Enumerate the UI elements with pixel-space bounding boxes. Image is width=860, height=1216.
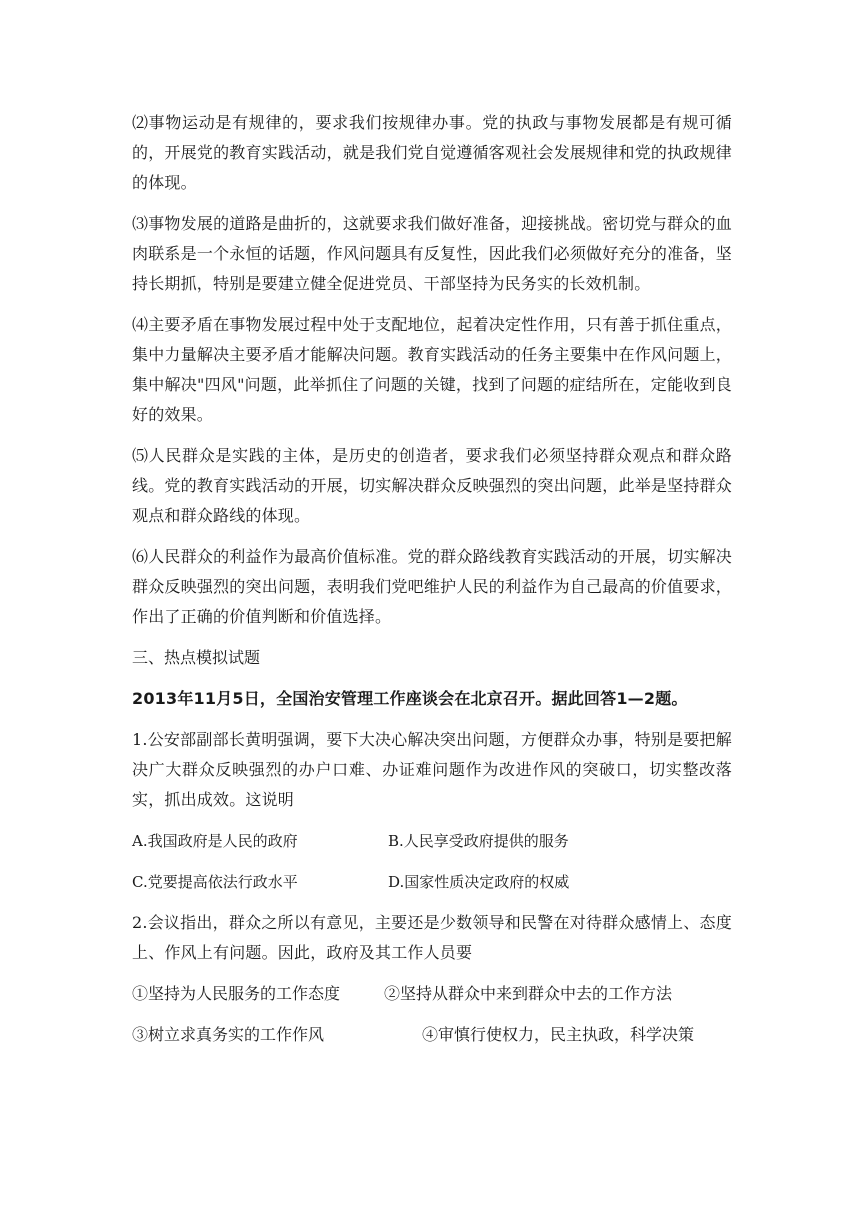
choice-2: ②坚持从群众中来到群众中去的工作方法 (384, 984, 673, 1003)
section-heading: 三、热点模拟试题 (132, 648, 261, 667)
paragraph-3: ⑶事物发展的道路是曲折的，这就要求我们做好准备，迎接挑战。密切党与群众的血肉联系是一个永恒的话题，作风问题具有反复性，因此我们必须做好充分的准备，坚持长期抓，特别是要建立健全促进党员、干部坚持为民务实的长效机制。 (132, 214, 732, 293)
paragraph-4: ⑷主要矛盾在事物发展过程中处于支配地位，起着决定性作用，只有善于抓住重点，集中力量解决主要矛盾才能解决问题。教育实践活动的任务主要集中在作风问题上，集中解决"四风"问题，此举抓住了问题的关键，找到了问题的症结所在，定能收到良好的效果。 (132, 315, 732, 424)
paragraph-6: ⑹人民群众的利益作为最高价值标准。党的群众路线教育实践活动的开展，切实解决群众反映强烈的突出问题，表明我们党吧维护人民的利益作为自己最高的价值要求，作出了正确的价值判断和价值选择。 (132, 547, 732, 626)
document-body (132, 108, 732, 1061)
choice-1: ①坚持为人民服务的工作态度 (132, 984, 341, 1003)
option-b: B.人民享受政府提供的服务 (388, 832, 569, 850)
question-intro: 2013年11月5日，全国治安管理工作座谈会在北京召开。据此回答1—2题。 (132, 689, 688, 708)
option-c: C.党要提高依法行政水平 (132, 873, 298, 891)
question-1-options-row-2 (132, 867, 732, 897)
choice-3: ③树立求真务实的工作作风 (132, 1025, 325, 1044)
question-2-stem: 2.会议指出，群众之所以有意见，主要还是少数领导和民警在对待群众感情上、态度上、作风上有问题。因此，政府及其工作人员要 (132, 913, 732, 962)
question-2-choices-row-2 (132, 1020, 732, 1050)
question-2-choices-row-1 (132, 979, 732, 1009)
question-1-stem: 1.公安部副部长黄明强调，要下大决心解决突出问题，方便群众办事，特别是要把解决广大群众反映强烈的办户口难、办证难问题作为改进作风的突破口，切实整改落实，抓出成效。这说明 (132, 730, 732, 809)
paragraph-5: ⑸人民群众是实践的主体，是历史的创造者，要求我们必须坚持群众观点和群众路线。党的教育实践活动的开展，切实解决群众反映强烈的突出问题，此举是坚持群众观点和群众路线的体现。 (132, 446, 732, 525)
question-1-options-row-1 (132, 826, 732, 856)
choice-4: ④审慎行使权力，民主执政，科学决策 (422, 1025, 695, 1044)
option-a: A.我国政府是人民的政府 (132, 832, 298, 850)
paragraph-2: ⑵事物运动是有规律的，要求我们按规律办事。党的执政与事物发展都是有规可循的，开展党的教育实践活动，就是我们党自觉遵循客观社会发展规律和党的执政规律的体现。 (132, 113, 732, 192)
option-d: D.国家性质决定政府的权威 (388, 873, 570, 891)
